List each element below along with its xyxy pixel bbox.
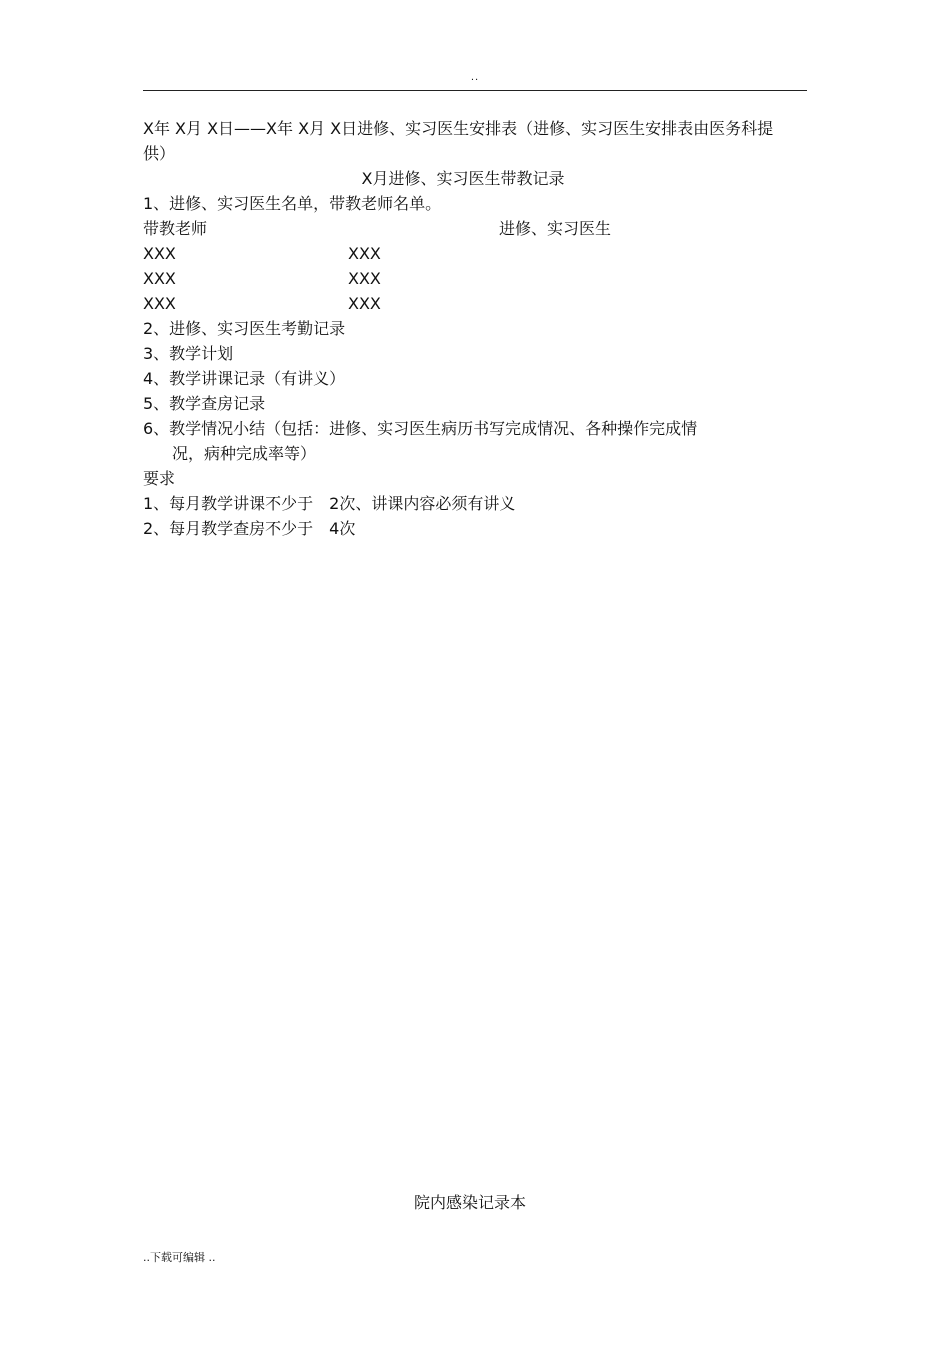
list-item: 3、教学计划 [143, 344, 234, 363]
table-row [143, 291, 783, 316]
header-rule [143, 90, 807, 91]
list-item: 5、教学查房记录 [143, 394, 266, 413]
requirements-heading: 要求 [143, 469, 176, 488]
footer-note: ..下载可编辑 .. [143, 1251, 216, 1264]
header-mark: .. [470, 72, 480, 83]
list-item-continuation: 况，病种完成率等） [172, 444, 317, 463]
teacher-name: XXX [143, 269, 176, 288]
section-title: 院内感染记录本 [413, 1193, 526, 1212]
roster-header [143, 216, 783, 241]
list-item: 4、教学讲课记录（有讲义） [143, 369, 346, 388]
requirement-item: 2、每月教学查房不少于 4次 [143, 519, 356, 538]
record-title: X月进修、实习医生带教记录 [361, 169, 565, 188]
trainee-column-header: 进修、实习医生 [499, 219, 612, 238]
list-item: 1、进修、实习医生名单，带教老师名单。 [143, 194, 442, 213]
document-body [143, 116, 783, 541]
intro-paragraph: X年 X月 X日——X年 X月 X日进修、实习医生安排表（进修、实习医生安排表由医务科提供） [143, 119, 774, 163]
teacher-name: XXX [143, 294, 176, 313]
requirement-item: 1、每月教学讲课不少于 2次、讲课内容必须有讲义 [143, 494, 516, 513]
list-item: 2、进修、实习医生考勤记录 [143, 319, 346, 338]
teacher-name: XXX [143, 244, 176, 263]
trainee-name: XXX [348, 269, 381, 288]
trainee-name: XXX [348, 294, 381, 313]
trainee-name: XXX [348, 244, 381, 263]
table-row [143, 241, 783, 266]
table-row [143, 266, 783, 291]
teacher-column-header: 带教老师 [143, 219, 208, 238]
list-item: 6、教学情况小结（包括：进修、实习医生病历书写完成情况、各种操作完成情 [143, 419, 698, 438]
